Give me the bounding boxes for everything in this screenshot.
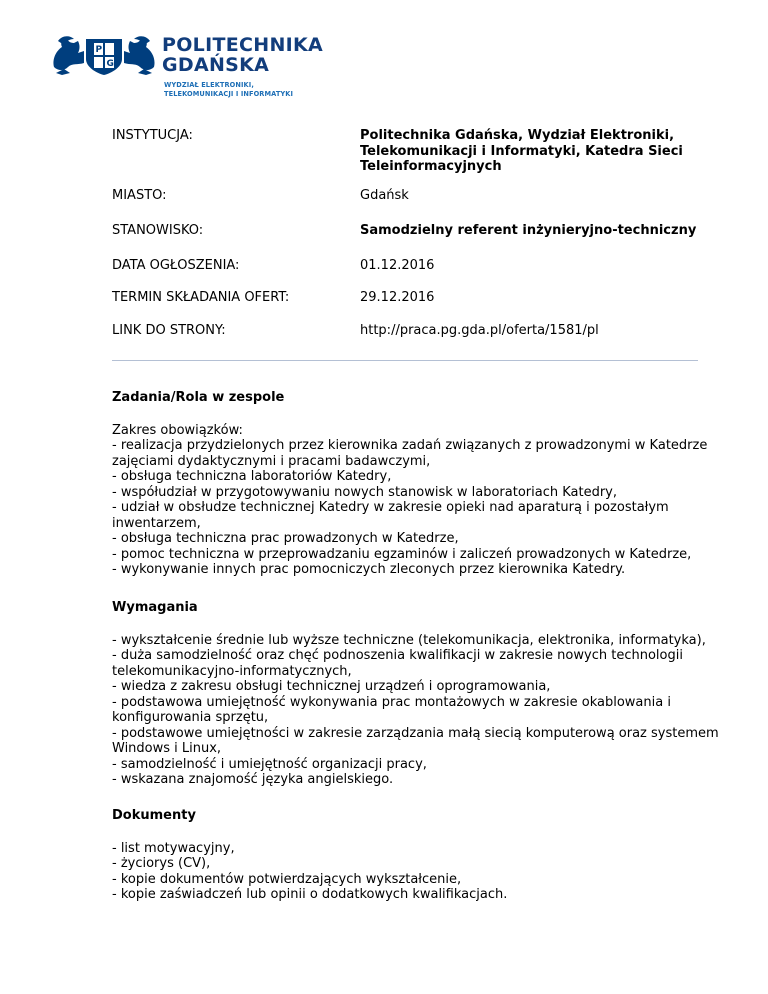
section-line: - podstawowa umiejętność wykonywania prac montażowych w zakresie okablowania i — [112, 694, 671, 710]
info-value-line: 01.12.2016 — [360, 258, 435, 273]
info-value-line: http://praca.pg.gda.pl/oferta/1581/pl — [360, 323, 599, 338]
section-line: - obsługa techniczna prac prowadzonych w Katedrze, — [112, 531, 459, 546]
section-line: - realizacja przydzielonych przez kierownika zadań związanych z prowadzonymi w Katedrze — [112, 438, 708, 453]
separator-line — [112, 360, 698, 361]
section-line: telekomunikacyjno-informatycznych, — [112, 663, 352, 679]
info-value-line: 29.12.2016 — [360, 290, 435, 305]
info-value-line: Teleinformacyjnych — [360, 159, 502, 174]
university-name-line1: POLITECHNIKA — [162, 34, 324, 56]
info-value — [360, 188, 700, 204]
university-logo — [50, 33, 324, 103]
section — [112, 390, 722, 578]
section-line: - kopie dokumentów potwierdzających wykształcenie, — [112, 871, 462, 887]
section-line: - wykonywanie innych prac pomocniczych zleconych przez kierownika Katedry. — [112, 562, 626, 577]
section-line: - samodzielność i umiejętność organizacji pracy, — [112, 756, 427, 772]
section-line: Zakres obowiązków: — [112, 422, 243, 438]
info-label: DATA OGŁOSZENIA: — [112, 258, 240, 273]
section-line: - udział w obsłudze technicznej Katedry w zakresie opieki nad aparaturą i pozostałym — [112, 500, 669, 515]
info-label: LINK DO STRONY: — [112, 323, 226, 338]
section-line: zajęciami dydaktycznymi i pracami badawczymi, — [112, 453, 431, 469]
section-line: - obsługa techniczna laboratoriów Katedry, — [112, 469, 392, 484]
section-title: Zadania/Rola w zespole — [112, 390, 285, 405]
info-value-line: Samodzielny referent inżynieryjno-techniczny — [360, 223, 697, 238]
section-body — [112, 841, 722, 903]
section-line: - wskazana znajomość języka angielskiego. — [112, 772, 394, 787]
info-value-line: Telekomunikacji i Informatyki, Katedra Sieci — [360, 143, 683, 159]
section-line: - współudział w przygotowywaniu nowych stanowisk w laboratoriach Katedry, — [112, 484, 618, 500]
info-label: TERMIN SKŁADANIA OFERT: — [112, 290, 290, 305]
section-line: - życiorys (CV), — [112, 856, 211, 871]
info-value — [360, 223, 700, 239]
section-body — [112, 633, 722, 788]
section-line: - podstawowe umiejętności w zakresie zarządzania małą siecią komputerową oraz systemem — [112, 725, 719, 741]
crest-letter-g: G — [106, 59, 114, 69]
section-line: Windows i Linux, — [112, 741, 222, 756]
griffins-crest-icon — [50, 33, 158, 77]
section-line: - kopie zaświadczeń lub opinii o dodatkowych kwalifikacjach. — [112, 887, 508, 902]
info-label: MIASTO: — [112, 188, 167, 203]
section-title: Dokumenty — [112, 808, 196, 823]
section — [112, 808, 722, 903]
section-line: - wykształcenie średnie lub wyższe techniczne (telekomunikacja, elektronika, informatyka), — [112, 632, 706, 648]
crest-letter-p: P — [95, 45, 103, 55]
info-value — [360, 323, 700, 339]
section-line: - list motywacyjny, — [112, 840, 235, 856]
faculty-name-line2: TELEKOMUNIKACJI I INFORMATYKI — [164, 90, 294, 98]
info-value — [360, 290, 700, 306]
info-label: INSTYTUCJA: — [112, 128, 193, 143]
info-value-line: Gdańsk — [360, 188, 409, 203]
info-label: STANOWISKO: — [112, 223, 204, 238]
section-line: - pomoc techniczna w przeprowadzaniu egzaminów i zaliczeń prowadzonych w Katedrze, — [112, 546, 692, 562]
info-value — [360, 128, 700, 175]
section-title: Wymagania — [112, 600, 198, 615]
info-value — [360, 258, 700, 274]
faculty-name-line1: WYDZIAŁ ELEKTRONIKI, — [164, 81, 254, 89]
info-value-line: Politechnika Gdańska, Wydział Elektroniki, — [360, 128, 675, 143]
section-body — [112, 423, 722, 578]
section-line: - wiedza z zakresu obsługi technicznej urządzeń i oprogramowania, — [112, 679, 551, 694]
university-name — [162, 35, 323, 75]
section-line: - duża samodzielność oraz chęć podnoszenia kwalifikacji w zakresie nowych technologii — [112, 648, 683, 663]
section-line: inwentarzem, — [112, 515, 201, 531]
faculty-name — [164, 81, 293, 99]
section — [112, 600, 722, 788]
university-name-line2: GDAŃSKA — [162, 54, 270, 76]
section-line: konfigurowania sprzętu, — [112, 710, 269, 725]
